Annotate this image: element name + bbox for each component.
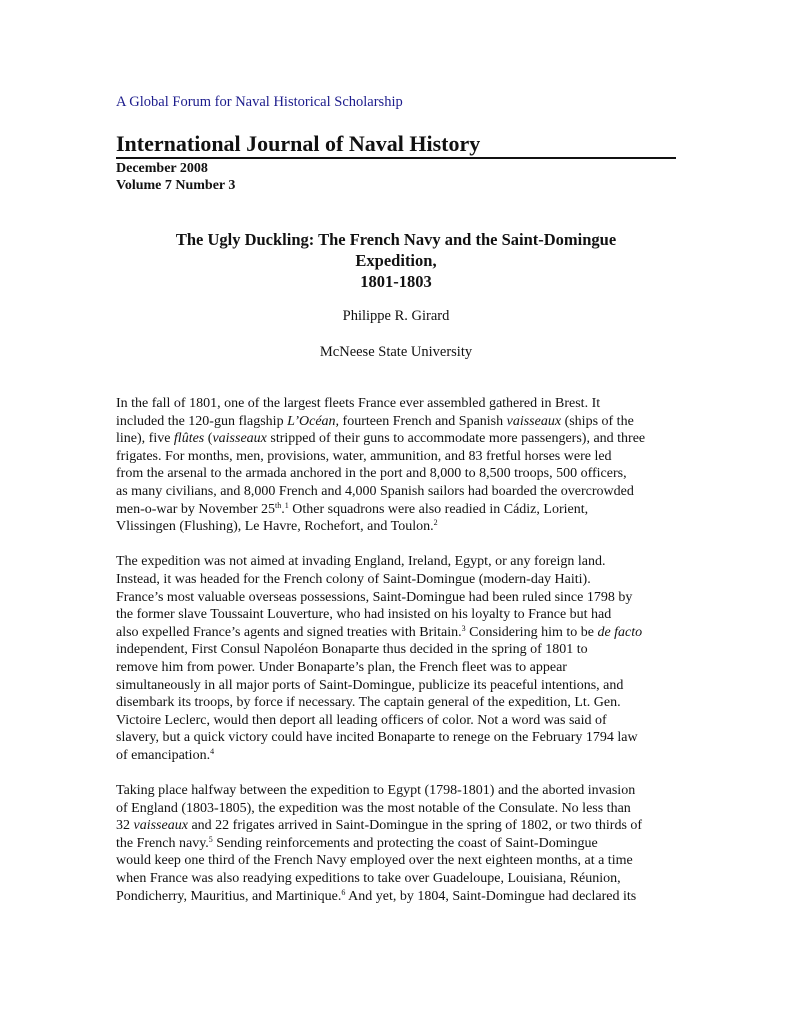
text-line: Victoire Leclerc, would then deport all leading officers of color. Not a word was said of — [116, 712, 607, 728]
text-line: would keep one third of the French Navy employed over the next eighteen months, at a time — [116, 853, 633, 869]
text-line: disembark its troops, by force if necessary. The captain general of the expedition, Lt. Gen. — [116, 695, 621, 711]
text-line: remove him from power. Under Bonaparte’s plan, the French fleet was to appear — [116, 659, 567, 675]
footnote-ref[interactable]: 3 — [461, 623, 466, 633]
footnote-ref[interactable]: 6 — [341, 887, 346, 897]
footnote-ref[interactable]: 4 — [210, 746, 215, 756]
text-line: simultaneously in all major ports of Saint-Domingue, publicize its peaceful intentions, and — [116, 677, 624, 693]
text-line: Instead, it was headed for the French colony of Saint-Domingue (modern-day Haiti). — [116, 571, 591, 587]
article-title-line: The Ugly Duckling: The French Navy and the Saint-Domingue — [175, 230, 617, 249]
text-line: 32 vaisseaux and 22 frigates arrived in Saint-Domingue in the spring of 1802, or two thirds of — [116, 818, 643, 834]
text-line: Vlissingen (Flushing), Le Havre, Rochefort, and Toulon.$^2$ — [116, 518, 438, 535]
text-line: In the fall of 1801, one of the largest fleets France ever assembled gathered in Brest. It — [116, 396, 601, 411]
text-line: slavery, but a quick victory could have incited Bonaparte to renege on the February 1794 law — [116, 730, 638, 746]
text-line: line), five flûtes (vaisseaux stripped of their guns to accommodate more passengers), and three — [116, 431, 646, 447]
text-line: The expedition was not aimed at invading England, Ireland, Egypt, or any foreign land. — [116, 554, 606, 570]
text-line: of England (1803-1805), the expedition was the most notable of the Consulate. No less than — [116, 800, 631, 816]
text-line: as many civilians, and 8,000 French and 4,000 Spanish sailors had boarded the overcrowded — [116, 483, 634, 499]
text-line: men-o-war by November 25th.$^1$ Other squadrons were also readied in Cádiz, Lorient, — [116, 500, 589, 517]
text-line: the former slave Toussaint Louverture, who had insisted on his loyalty to France but had — [116, 607, 612, 623]
text-line: included the 120-gun flagship L’Océan, fourteen French and Spanish vaisseaux (ships of the — [116, 413, 634, 429]
text-line: also expelled France’s agents and signed treaties with Britain.$^3$ Considering him to be de facto — [116, 623, 643, 640]
text-line: Taking place halfway between the expedition to Egypt (1798-1801) and the aborted invasion — [116, 783, 636, 799]
text-line: of emancipation.$^4$ — [116, 746, 215, 763]
issue-date: December 2008 — [116, 161, 208, 176]
text-line: France’s most valuable overseas possessions, Saint-Domingue had been ruled since 1798 by — [116, 589, 633, 605]
article-body — [116, 395, 676, 923]
footnote-ref[interactable]: 2 — [433, 518, 438, 528]
article-title-line: 1801-1803 — [360, 272, 432, 291]
text-line: from the arsenal to the armada anchored in the port and 8,000 to 8,500 troops, 500 officers, — [116, 466, 627, 482]
forum-tagline: A Global Forum for Naval Historical Scholarship — [116, 94, 403, 110]
text-line: frigates. For months, men, provisions, water, ammunition, and 83 fretful horses were led — [116, 448, 612, 464]
issue-info — [116, 160, 235, 194]
text-line: Pondicherry, Mauritius, and Martinique.$^6$ And yet, by 1804, Saint-Domingue had declared its — [116, 887, 637, 904]
paragraph-1 — [116, 395, 676, 536]
footnote-ref[interactable]: 1 — [284, 500, 289, 510]
paragraph-3 — [116, 782, 676, 905]
ship-name: L’Océan, — [287, 413, 340, 429]
author-affiliation: McNeese State University — [319, 344, 473, 360]
text-line: the French navy.$^5$ Sending reinforcements and protecting the coast of Saint-Domingue — [116, 834, 598, 851]
article-author: Philippe R. Girard — [342, 308, 450, 324]
journal-title: International Journal of Naval History — [116, 130, 676, 159]
text-line: independent, First Consul Napoléon Bonaparte thus decided in the spring of 1801 to — [116, 642, 588, 658]
article-title — [116, 229, 676, 292]
text-line: when France was also readying expeditions to take over Guadeloupe, Louisiana, Réunion, — [116, 871, 621, 887]
article-title-line: Expedition, — [355, 251, 437, 270]
issue-volume: Volume 7 Number 3 — [116, 178, 236, 193]
paragraph-2 — [116, 553, 676, 764]
footnote-ref[interactable]: 5 — [208, 834, 213, 844]
